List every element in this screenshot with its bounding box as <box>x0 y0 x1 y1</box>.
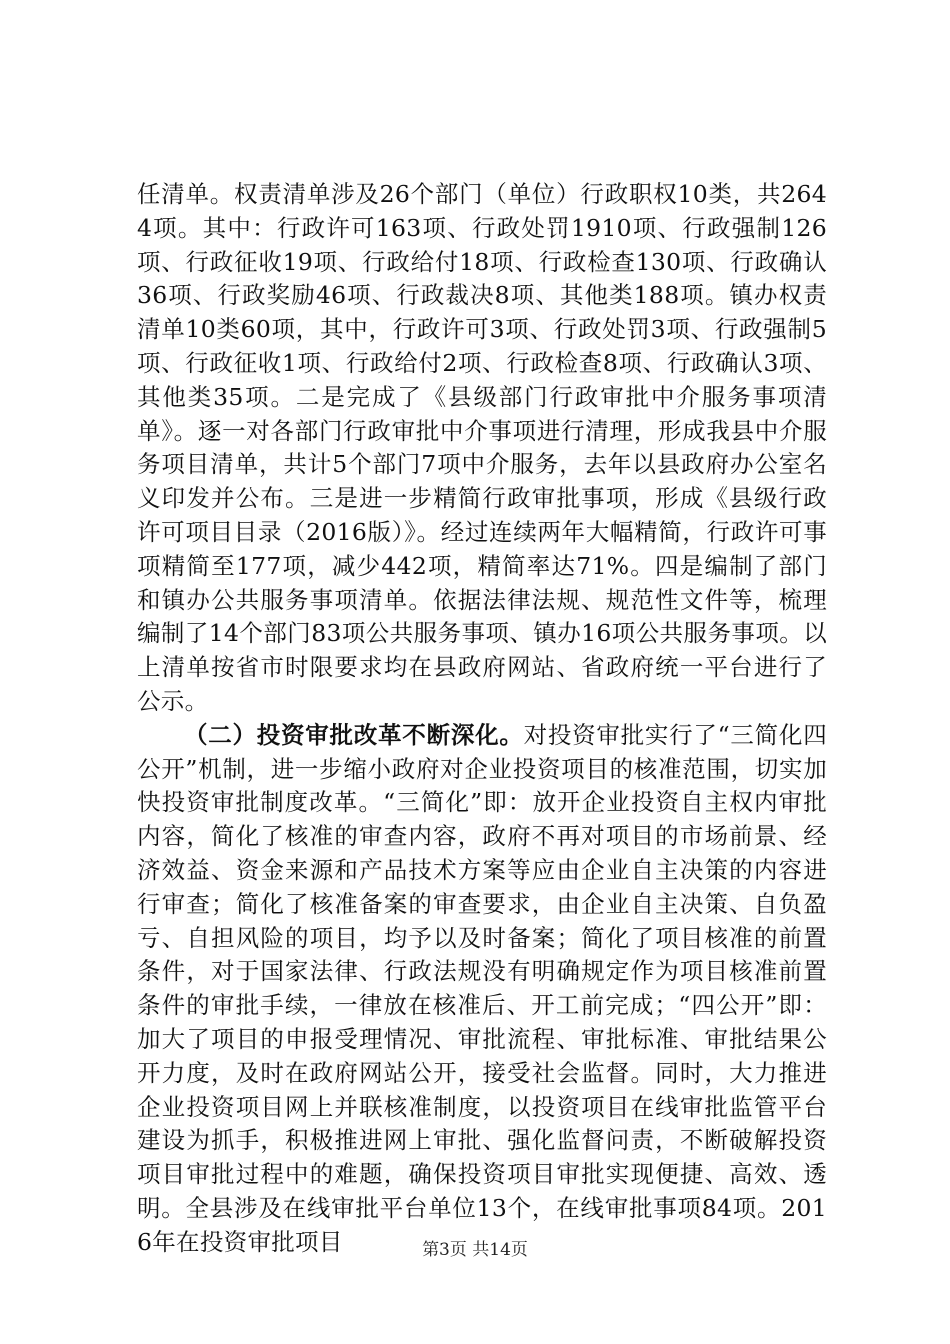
section-heading: （二）投资审批改革不断深化。 <box>184 720 524 749</box>
paragraph-investment-approval <box>137 719 827 1260</box>
paragraph-clearance-lists: 任清单。权责清单涉及26个部门（单位）行政职权10类，共2644项。其中：行政许可163项、行政处罚1910项、行政强制126项、行政征收19项、行政给付18项、行政检查130项、行政确认36项、行政奖励46项、行政裁决8项、其他类188项。镇办权责清单10类60项，其中，行政许可3项、行政处罚3项、行政强制5项、行政征收1项、行政给付2项、行政检查8项、行政确认3项、其他类35项。二是完成了《县级部门行政审批中介服务事项清单》。逐一对各部门行政审批中介事项进行清理，形成我县中介服务项目清单，共计5个部门7项中介服务，去年以县政府办公室名义印发并公布。三是进一步精简行政审批事项，形成《县级行政许可项目目录（2016版）》。经过连续两年大幅精简，行政许可事项精简至177项，减少442项，精简率达71%。四是编制了部门和镇办公共服务事项清单。依据法律法规、规范性文件等，梳理编制了14个部门83项公共服务事项、镇办16项公共服务事项。以上清单按省市时限要求均在县政府网站、省政府统一平台进行了公示。 <box>137 180 827 715</box>
paragraph-body-text: 对投资审批实行了“三简化四公开”机制，进一步缩小政府对企业投资项目的核准范围，切实加快投资审批制度改革。“三简化”即：放开企业投资自主权内审批内容，简化了核准的审查内容，政府不再对项目的市场前景、经济效益、资金来源和产品技术方案等应由企业自主决策的内容进行审查；简化了核准备案的审查要求，由企业自主决策、自负盈亏、自担风险的项目，均予以及时备案；简化了项目核准的前置条件，对于国家法律、行政法规没有明确规定作为项目核准前置条件的审批手续，一律放在核准后、开工前完成；“四公开”即：加大了项目的申报受理情况、审批流程、审批标准、审批结果公开力度，及时在政府网站公开，接受社会监督。同时，大力推进企业投资项目网上并联核准制度，以投资项目在线审批监管平台建设为抓手，积极推进网上审批、强化监督问责，不断破解投资项目审批过程中的难题，确保投资项目审批实现便捷、高效、透明。全县涉及在线审批平台单位13个，在线审批事项84项。2016年在投资审批项目 <box>137 720 827 1256</box>
document-body <box>137 178 827 1260</box>
page-number-footer: 第3页 共14页 <box>422 1240 528 1260</box>
